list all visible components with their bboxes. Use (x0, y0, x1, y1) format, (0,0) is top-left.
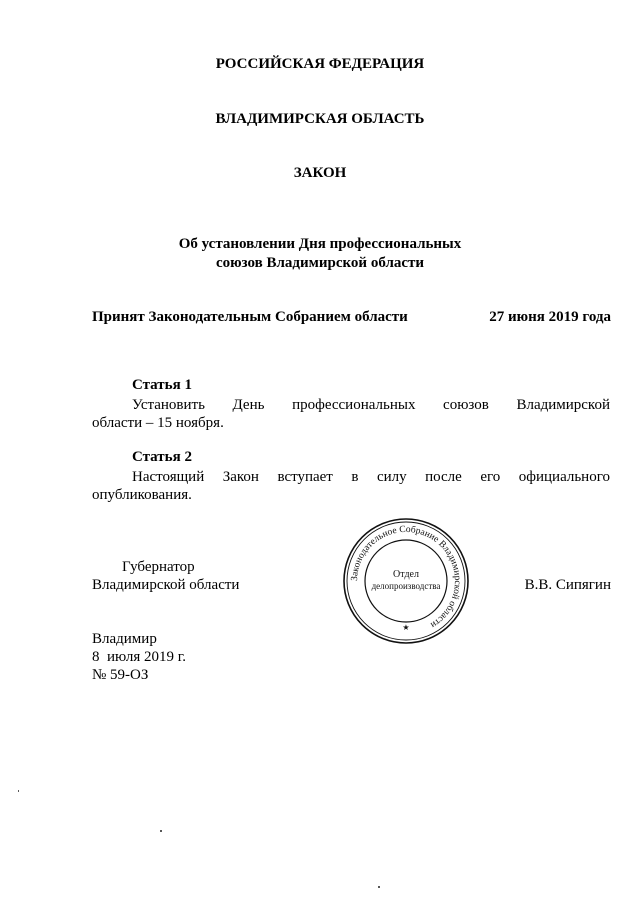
adopted-by: Принят Законодательным Собранием области (92, 309, 408, 325)
signing-date: 8 июля 2019 г. (92, 649, 186, 665)
official-stamp (342, 517, 470, 645)
stamp-center-line-1: Отдел (393, 569, 419, 580)
signatory-name: В.В. Сипягин (524, 577, 611, 593)
adoption-date: 27 июня 2019 года (489, 309, 611, 325)
stamp-ring-text: Законодательное Собрание Владимирской области (349, 524, 463, 630)
place-of-signing: Владимир (92, 631, 157, 647)
document-type: ЗАКОН (293, 165, 347, 181)
header-country: РОССИЙСКАЯ ФЕДЕРАЦИЯ (215, 56, 425, 72)
law-title-line-1: Об установлении Дня профессиональных (178, 236, 462, 252)
scan-speck (18, 790, 19, 792)
signatory-position-line-1: Губернатор (122, 559, 195, 575)
scan-speck (160, 830, 162, 832)
signatory-position-line-2: Владимирской области (92, 577, 240, 593)
law-title-line-2: союзов Владимирской области (215, 255, 425, 271)
article-1-heading: Статья 1 (132, 377, 192, 393)
article-2-heading: Статья 2 (132, 449, 192, 465)
article-1-text-line-1: Установить День профессиональных союзов Владимирской (132, 397, 610, 413)
scan-speck (378, 886, 380, 888)
stamp-star-icon: ★ (402, 623, 410, 632)
article-2-text-line-2: опубликования. (92, 487, 192, 503)
header-region: ВЛАДИМИРСКАЯ ОБЛАСТЬ (215, 111, 425, 127)
law-number: № 59-ОЗ (92, 667, 149, 683)
article-1-text-line-2: области – 15 ноября. (92, 415, 224, 431)
stamp-center-line-2: делопроизводства (371, 581, 441, 591)
article-2-text-line-1: Настоящий Закон вступает в силу после его официального (132, 469, 610, 485)
